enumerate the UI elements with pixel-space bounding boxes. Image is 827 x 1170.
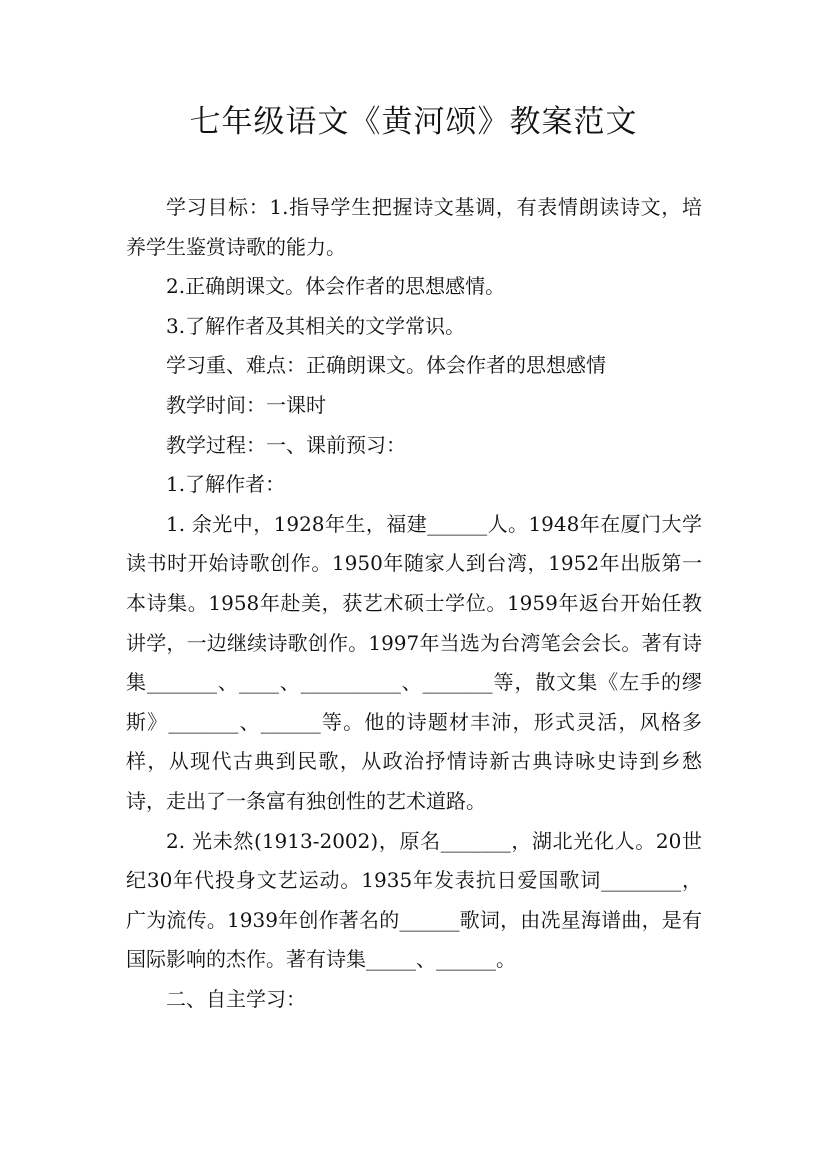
paragraph-goal-3: 3.了解作者及其相关的文学常识。 — [166, 313, 466, 338]
paragraph-teaching-process: 教学过程：一、课前预习： — [166, 432, 406, 457]
paragraph-goal-2: 2.正确朗课文。体会作者的思想感情。 — [166, 274, 506, 299]
paragraph-yu-guangzhong: 1. 余光中，1928年生，福建______人。1948年在厦门大学读书时开始诗歌创作。1950年随家人到台湾，1952年出版第一本诗集。1958年赴美，获艺术硕士学位。1959年返台开始任教讲学，一边继续诗歌创作。1997年当选为台湾笔会会长。著有诗集_______、____、__________、_______等，散文集《左手的缪斯》_______、______等。他的诗题材丰沛，形式灵活，风格多样，从现代古典到民歌，从政治抒情诗新古典诗咏史诗到乡愁诗，走出了一条富有独创性的艺术道路。 — [126, 511, 702, 813]
paragraph-guang-weiran: 2. 光未然(1913-2002)，原名_______，湖北光化人。20世纪30年代投身文艺运动。1935年发表抗日爱国歌词________，广为流传。1939年创作著名的______歌词，由冼星海谱曲，是有国际影响的杰作。著有诗集_____、______。 — [126, 828, 702, 972]
paragraph-key-points: 学习重、难点：正确朗课文。体会作者的思想感情 — [166, 353, 606, 378]
document-title: 七年级语文《黄河颂》教案范文 — [189, 104, 638, 140]
paragraph-know-author: 1.了解作者： — [166, 472, 286, 497]
paragraph-teaching-time: 教学时间：一课时 — [166, 392, 326, 417]
paragraph-learning-goals: 学习目标：1.指导学生把握诗文基调，有表情朗读诗文，培养学生鉴赏诗歌的能力。 — [126, 195, 702, 259]
document-body — [126, 188, 702, 1019]
paragraph-self-study: 二、自主学习： — [166, 986, 306, 1011]
